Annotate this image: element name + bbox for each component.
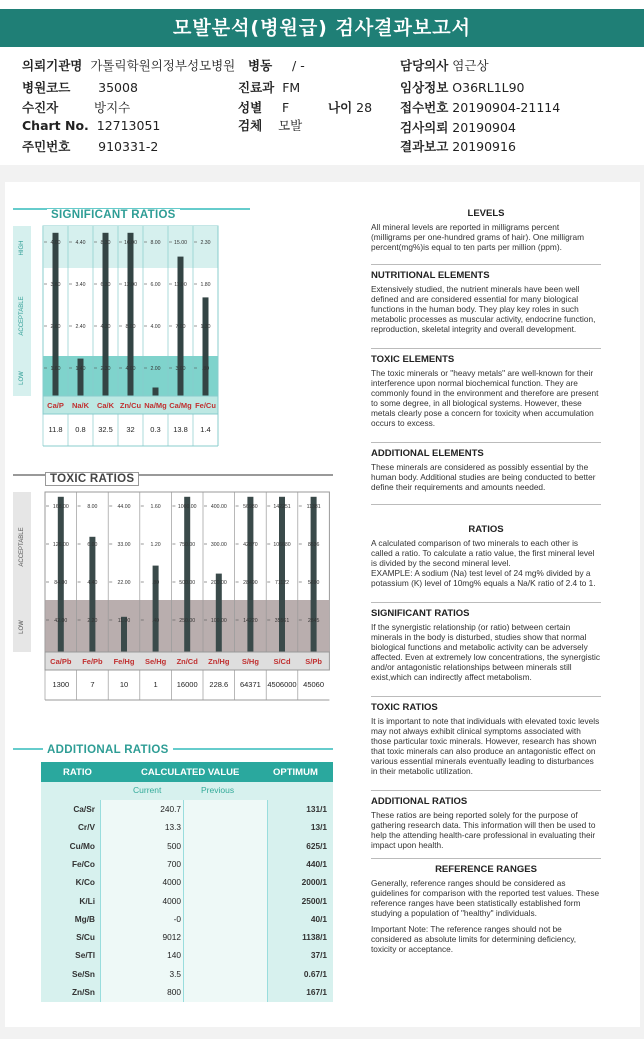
toxic-title: TOXIC RATIOS	[45, 472, 139, 486]
tick-label: 1000.00	[177, 504, 197, 510]
tick-label: 142251	[273, 504, 291, 510]
tick-label: 35561	[274, 618, 290, 624]
ratio-name: S/Cu	[76, 932, 95, 943]
report-header	[0, 0, 644, 165]
levels-block	[371, 208, 601, 252]
tick-label: 4.00	[150, 324, 161, 330]
ratio-name: Ca/Pb	[50, 657, 72, 666]
tick-label: 42870	[243, 542, 258, 548]
ratios-heading: RATIOS	[468, 524, 504, 535]
ratio-value: 13.8	[173, 425, 188, 434]
ratio-bar	[87, 537, 98, 652]
tick-label: 2.00	[150, 366, 161, 372]
tick-label: 2.40	[75, 324, 86, 330]
ward-row	[248, 56, 305, 74]
chart-row	[22, 118, 160, 133]
ratio-name: K/Li	[79, 895, 95, 906]
additional-row	[41, 859, 333, 875]
optimum-value: 40/1	[310, 913, 327, 924]
optimum-value: 167/1	[306, 987, 327, 997]
divider	[371, 348, 601, 349]
toxic-ratios-section	[13, 468, 333, 738]
zone-label: LOW	[19, 371, 25, 385]
current-value: 4000	[162, 877, 181, 888]
ratio-name: Ca/P	[47, 401, 64, 410]
request-value: 20190904	[452, 120, 516, 135]
ratio-name: Na/Mg	[144, 401, 167, 410]
significant-ratios-block	[371, 608, 601, 682]
id-row	[22, 137, 158, 155]
ratio-bar	[58, 497, 64, 652]
tick-label: 28490	[243, 580, 258, 586]
ratio-name: Cu/Mo	[69, 840, 95, 851]
divider	[371, 504, 601, 505]
request-label: 검사의뢰	[400, 120, 449, 135]
tick-label: 15.00	[174, 240, 187, 246]
doctor-value: 염근상	[452, 58, 489, 73]
hospital-label: 의뢰기관명	[22, 58, 83, 73]
previous-header: Previous	[201, 785, 235, 795]
additional-row	[41, 804, 333, 820]
toxic-ratios-block	[371, 702, 601, 776]
tick-label: .80	[201, 366, 210, 372]
tick-label: 2.60	[50, 324, 61, 330]
request-row	[400, 118, 516, 136]
calc-header: CALCULATED VALUE	[141, 767, 240, 778]
additional-elements-text: These minerals are considered as possibly essential by the human body. Additional studies are being conducted to better define their requirements and amounts needed.	[371, 462, 596, 492]
optimum-value: 13/1	[310, 822, 327, 833]
additional-row	[41, 822, 333, 838]
additional-body	[41, 782, 333, 1002]
divider	[371, 602, 601, 603]
tick-label: 8.00	[150, 240, 161, 246]
ratio-bar	[247, 497, 253, 652]
tick-label: 4.00	[50, 240, 61, 246]
accept-label: 접수번호	[400, 100, 449, 115]
tick-label: 3.00	[175, 366, 186, 372]
tick-label: 200.00	[210, 580, 227, 586]
tick-label: 2.20	[87, 618, 98, 624]
ratio-name: Cr/V	[77, 822, 95, 833]
ratio-name: Fe/Co	[71, 858, 95, 869]
doctor-row	[400, 56, 489, 74]
receiver-row	[22, 98, 130, 116]
specimen-value: 모발	[278, 118, 303, 133]
toxic-ratios-chart	[13, 486, 333, 736]
significant-title: SIGNIFICANT RATIOS	[47, 209, 180, 221]
optimum-value: 625/1	[306, 840, 327, 851]
divider	[371, 858, 601, 859]
ratio-name: Ca/Sr	[73, 804, 95, 814]
sex-row	[238, 98, 289, 116]
ratio-value: 7	[90, 680, 95, 689]
tick-label: 11.00	[174, 282, 187, 288]
tick-label: 106680	[273, 542, 291, 548]
zone-label: ACCEPTABLE	[19, 296, 25, 336]
ratio-value: 0.3	[150, 425, 161, 434]
reference-heading: REFERENCE RANGES	[435, 864, 537, 875]
ratio-name: Se/Sn	[71, 968, 95, 979]
additional-row	[41, 969, 333, 985]
tick-label: 14220	[243, 618, 258, 624]
ratio-bar	[279, 497, 285, 652]
ratio-name: Ca/K	[96, 401, 115, 410]
tick-label: 8.00	[87, 504, 98, 510]
tick-label: 42.00	[54, 618, 68, 624]
additional-title: ADDITIONAL RATIOS	[43, 744, 173, 756]
receiver-label: 수진자	[22, 100, 59, 115]
current-value: 240.7	[160, 804, 181, 814]
tick-label: 6.30	[100, 282, 111, 288]
ratio-value: 64371	[239, 680, 261, 689]
current-value: 140	[167, 950, 181, 961]
significant-ratios-text: If the synergistic relationship (or ratio) between certain minerals in the body is disturbed, studies show that normal biological functions and metabolic activity can be adversely affected. Even at extremely low concentrations, the synergistic and/or antagonistic relationships between minerals still exist,which can indirectly affect metabolism.	[371, 622, 601, 682]
divider	[371, 696, 601, 697]
current-value: 700	[167, 858, 181, 869]
page-title: 모발분석(병원급) 검사결과보고서	[0, 9, 644, 47]
significant-ratios-section	[13, 204, 250, 474]
ratio-name: Zn/Cu	[119, 401, 142, 410]
additional-row	[41, 932, 333, 948]
ratio-value: 11.8	[48, 425, 63, 434]
levels-text: All mineral levels are reported in milligrams percent (milligrams per one-hundred grams of hair). One milligram percent(mg%)is equal to ten parts per million (ppm).	[371, 222, 585, 252]
tick-label: 71122	[274, 580, 290, 586]
ratio-header: RATIO	[63, 767, 92, 778]
additional-row	[41, 877, 333, 893]
tick-label: 16.00	[124, 240, 137, 246]
tick-label: 4.30	[100, 324, 111, 330]
reference-note: Important Note: The reference ranges should not be considered as absolute limits for determining deficiency, toxicity or acceptance.	[371, 924, 577, 954]
ward-value: / -	[292, 58, 305, 73]
id-label: 주민번호	[22, 139, 71, 154]
tick-label: 8.00	[125, 324, 136, 330]
tick-label: .80	[151, 580, 160, 586]
tick-label: 8536	[307, 542, 320, 548]
ratio-name: Mg/B	[74, 913, 95, 924]
current-value: 800	[167, 987, 181, 997]
tick-label: 500.00	[179, 580, 196, 586]
tick-label: 750.00	[179, 542, 196, 548]
ratio-bar	[203, 297, 209, 396]
hospital-row	[22, 56, 235, 74]
tick-label: 3.40	[75, 282, 86, 288]
ratio-name: S/Hg	[241, 657, 259, 666]
specimen-row	[238, 116, 302, 134]
significant-ratios-heading: SIGNIFICANT RATIOS	[371, 608, 470, 619]
reference-text: Generally, reference ranges should be considered as guidelines for comparison with the reported test values. These reference ranges have been statistically established form studying a population of "healthy" individuals.	[371, 878, 600, 918]
tick-label: 4.40	[87, 580, 98, 586]
id-value: 910331-2	[98, 139, 159, 154]
divider	[371, 442, 601, 443]
ratio-value: 1300	[52, 680, 70, 689]
ratios-block	[371, 524, 601, 588]
zone-label: HIGH	[19, 240, 25, 256]
zone-label: ACCEPTABLE	[19, 527, 25, 567]
nutritional-text: Extensively studied, the nutrient minerals have been well defined and are considered essential for many biological functions in the human body. They play key roles in such metabolic processes as muscular activity, endocrine function, reproduction, skeletal integrity and overall development.	[371, 284, 596, 334]
tick-label: 4.00	[125, 366, 136, 372]
accept-value: 20190904-21114	[452, 100, 561, 115]
toxic-elements-text: The toxic minerals or "heavy metals" are well-known for their interference upon normal biochemical function. They are commonly found in the environment and therefore are present to some degree, in all biological systems. However, these metals clearly pose a concern for toxicity when accumulation occurs to excess.	[371, 368, 599, 428]
tick-label: 1.60	[150, 504, 161, 510]
ratio-name: Zn/Hg	[208, 657, 230, 666]
tick-label: 126.00	[52, 542, 69, 548]
report-label: 결과보고	[400, 139, 449, 154]
tick-label: 6.00	[150, 282, 161, 288]
zone-label: LOW	[19, 620, 25, 634]
report-row	[400, 137, 516, 155]
levels-heading: LEVELS	[467, 208, 505, 219]
additional-row	[41, 987, 333, 1003]
age-value: 28	[356, 100, 373, 115]
accept-row	[400, 98, 560, 116]
optimum-value: 2000/1	[301, 877, 327, 888]
ratio-name: Na/K	[71, 401, 90, 410]
ratio-bar	[184, 497, 190, 652]
report-value: 20190916	[452, 139, 516, 154]
code-row	[22, 78, 138, 96]
tick-label: 100.00	[210, 618, 227, 624]
ratios-text: A calculated comparison of two minerals to each other is called a ratio. To calculate a ratio value, the first mineral level is divided by the second mineral level.	[371, 538, 595, 568]
nutritional-block	[371, 270, 601, 334]
tick-label: 300.00	[210, 542, 227, 548]
ratio-value: 1	[153, 680, 158, 689]
toxic-elements-heading: TOXIC ELEMENTS	[371, 354, 455, 365]
ratio-name: Se/Hg	[144, 657, 167, 666]
current-value: 3.5	[169, 968, 181, 979]
tick-label: 84.00	[54, 580, 68, 586]
tick-label: 2.30	[100, 366, 111, 372]
ratio-name: Fe/Cu	[195, 401, 216, 410]
additional-row	[41, 950, 333, 966]
tick-label: 3.60	[50, 282, 61, 288]
current-value: -0	[173, 913, 181, 924]
tick-label: 56980	[243, 504, 258, 510]
chart-value: 12713051	[96, 118, 161, 133]
tick-label: 33.00	[117, 542, 131, 548]
tick-label: 1.20	[150, 542, 161, 548]
tick-label: 250.00	[179, 618, 196, 624]
dept-row	[238, 78, 300, 96]
ratio-name: Fe/Pb	[82, 657, 103, 666]
tick-label: 1.40	[75, 366, 86, 372]
ratio-name: Zn/Sn	[71, 987, 95, 997]
ratio-value: 45060	[303, 680, 325, 689]
ward-label: 병동	[248, 58, 273, 73]
specimen-label: 검체	[238, 118, 263, 133]
clinical-row	[400, 78, 525, 96]
tick-label: 2.30	[200, 240, 211, 246]
ratio-name: S/Pb	[305, 657, 322, 666]
age-label: 나이	[328, 100, 353, 115]
ratio-name: Se/Tl	[75, 950, 95, 961]
additional-ratios-text: These ratios are being reported solely for the purpose of gathering research data. This information will then be used to help the attending health-care professional in evaluating their impact upon health.	[371, 810, 596, 850]
sex-value: F	[282, 100, 290, 115]
tick-label: 4.40	[75, 240, 86, 246]
tick-label: 8.30	[100, 240, 111, 246]
tick-label: 6.00	[87, 542, 98, 548]
optimum-value: 37/1	[310, 950, 327, 961]
ratio-bar	[153, 566, 159, 652]
code-value: 35008	[98, 80, 138, 95]
ratio-name: Ca/Mg	[169, 401, 192, 410]
ratio-value: 4506000	[267, 680, 297, 689]
optimum-value: 0.67/1	[303, 968, 327, 979]
toxic-elements-block	[371, 354, 601, 428]
additional-elements-block	[371, 448, 601, 492]
ratio-value: 32.5	[98, 425, 113, 434]
significant-ratios-chart	[13, 222, 250, 484]
additional-header	[41, 762, 333, 782]
age-row	[328, 98, 372, 116]
current-value: 13.3	[164, 822, 181, 833]
current-header: Current	[133, 785, 162, 795]
tick-label: 12.00	[124, 282, 137, 288]
clinical-label: 임상정보	[400, 80, 449, 95]
receiver-value: 방지수	[94, 100, 131, 115]
tick-label: 11381	[306, 504, 321, 510]
optimum-value: 131/1	[306, 804, 327, 814]
tick-label: 168.00	[52, 504, 69, 510]
additional-ratios-block	[371, 796, 601, 850]
optimum-value: 440/1	[306, 858, 327, 869]
additional-row	[41, 841, 333, 857]
additional-ratios-heading: ADDITIONAL RATIOS	[371, 796, 468, 807]
additional-row	[41, 914, 333, 930]
clinical-value: O36RL1L90	[452, 80, 525, 95]
ratios-example: EXAMPLE: A sodium (Na) test level of 24 mg% divided by a potassium (K) level of 10mg% equals a Na/K ratio of 2.4 to 1.	[371, 568, 596, 588]
optimum-value: 1138/1	[302, 932, 327, 943]
tick-label: 22.00	[117, 580, 131, 586]
ratio-bar	[78, 359, 84, 396]
ratio-value: 1.4	[200, 425, 211, 434]
ratio-name: Zn/Cd	[176, 657, 198, 666]
tick-label: 11.00	[117, 618, 131, 624]
optimum-value: 2500/1	[301, 895, 327, 906]
additional-ratios-section	[13, 740, 333, 1025]
dept-label: 진료과	[238, 80, 275, 95]
tick-label: 5690	[307, 580, 320, 586]
ratio-bar	[311, 497, 317, 652]
tick-label: 1.80	[200, 282, 211, 288]
chart-label: Chart No.	[22, 118, 89, 133]
divider	[371, 790, 601, 791]
tick-label: .40	[151, 618, 160, 624]
hair-analysis-report	[5, 182, 640, 1027]
ratio-name: K/Co	[75, 877, 95, 888]
nutritional-heading: NUTRITIONAL ELEMENTS	[371, 270, 490, 281]
ratio-value: 0.8	[75, 425, 86, 434]
tick-label: 1.60	[50, 366, 61, 372]
explanation-column	[371, 208, 606, 1008]
additional-row	[41, 896, 333, 912]
ratio-value: 16000	[176, 680, 198, 689]
toxic-ratios-heading: TOXIC RATIOS	[371, 702, 438, 713]
ratio-bar	[153, 388, 159, 397]
ratio-name: S/Cd	[273, 657, 291, 666]
current-value: 4000	[162, 895, 181, 906]
tick-label: 7.00	[175, 324, 186, 330]
dept-value: FM	[282, 80, 301, 95]
additional-elements-heading: ADDITIONAL ELEMENTS	[371, 448, 484, 459]
ratio-value: 228.6	[209, 680, 229, 689]
tick-label: 400.00	[210, 504, 227, 510]
divider	[371, 264, 601, 265]
ratio-value: 32	[126, 425, 135, 434]
ratio-value: 10	[119, 680, 129, 689]
current-value: 9012	[162, 932, 181, 943]
ratio-name: Fe/Hg	[113, 657, 135, 666]
code-label: 병원코드	[22, 80, 71, 95]
doctor-label: 담당의사	[400, 58, 449, 73]
hospital-value: 가톨릭학원의정부성모병원	[90, 58, 236, 73]
reference-ranges-block	[371, 864, 601, 954]
sex-label: 성별	[238, 100, 263, 115]
toxic-ratios-text: It is important to note that individuals with elevated toxic levels may not always exhibit clinical symptoms associated with those particular toxic minerals. However, research has shown that toxic minerals can also produce an antagonistic effect on various essential minerals eventually leading to disturbances in their metabolic utilization.	[371, 716, 600, 776]
tick-label: 1.30	[200, 324, 211, 330]
tick-label: 44.00	[117, 504, 131, 510]
current-value: 500	[167, 840, 181, 851]
tick-label: 2845	[307, 618, 320, 624]
optimum-header: OPTIMUM	[273, 767, 318, 778]
